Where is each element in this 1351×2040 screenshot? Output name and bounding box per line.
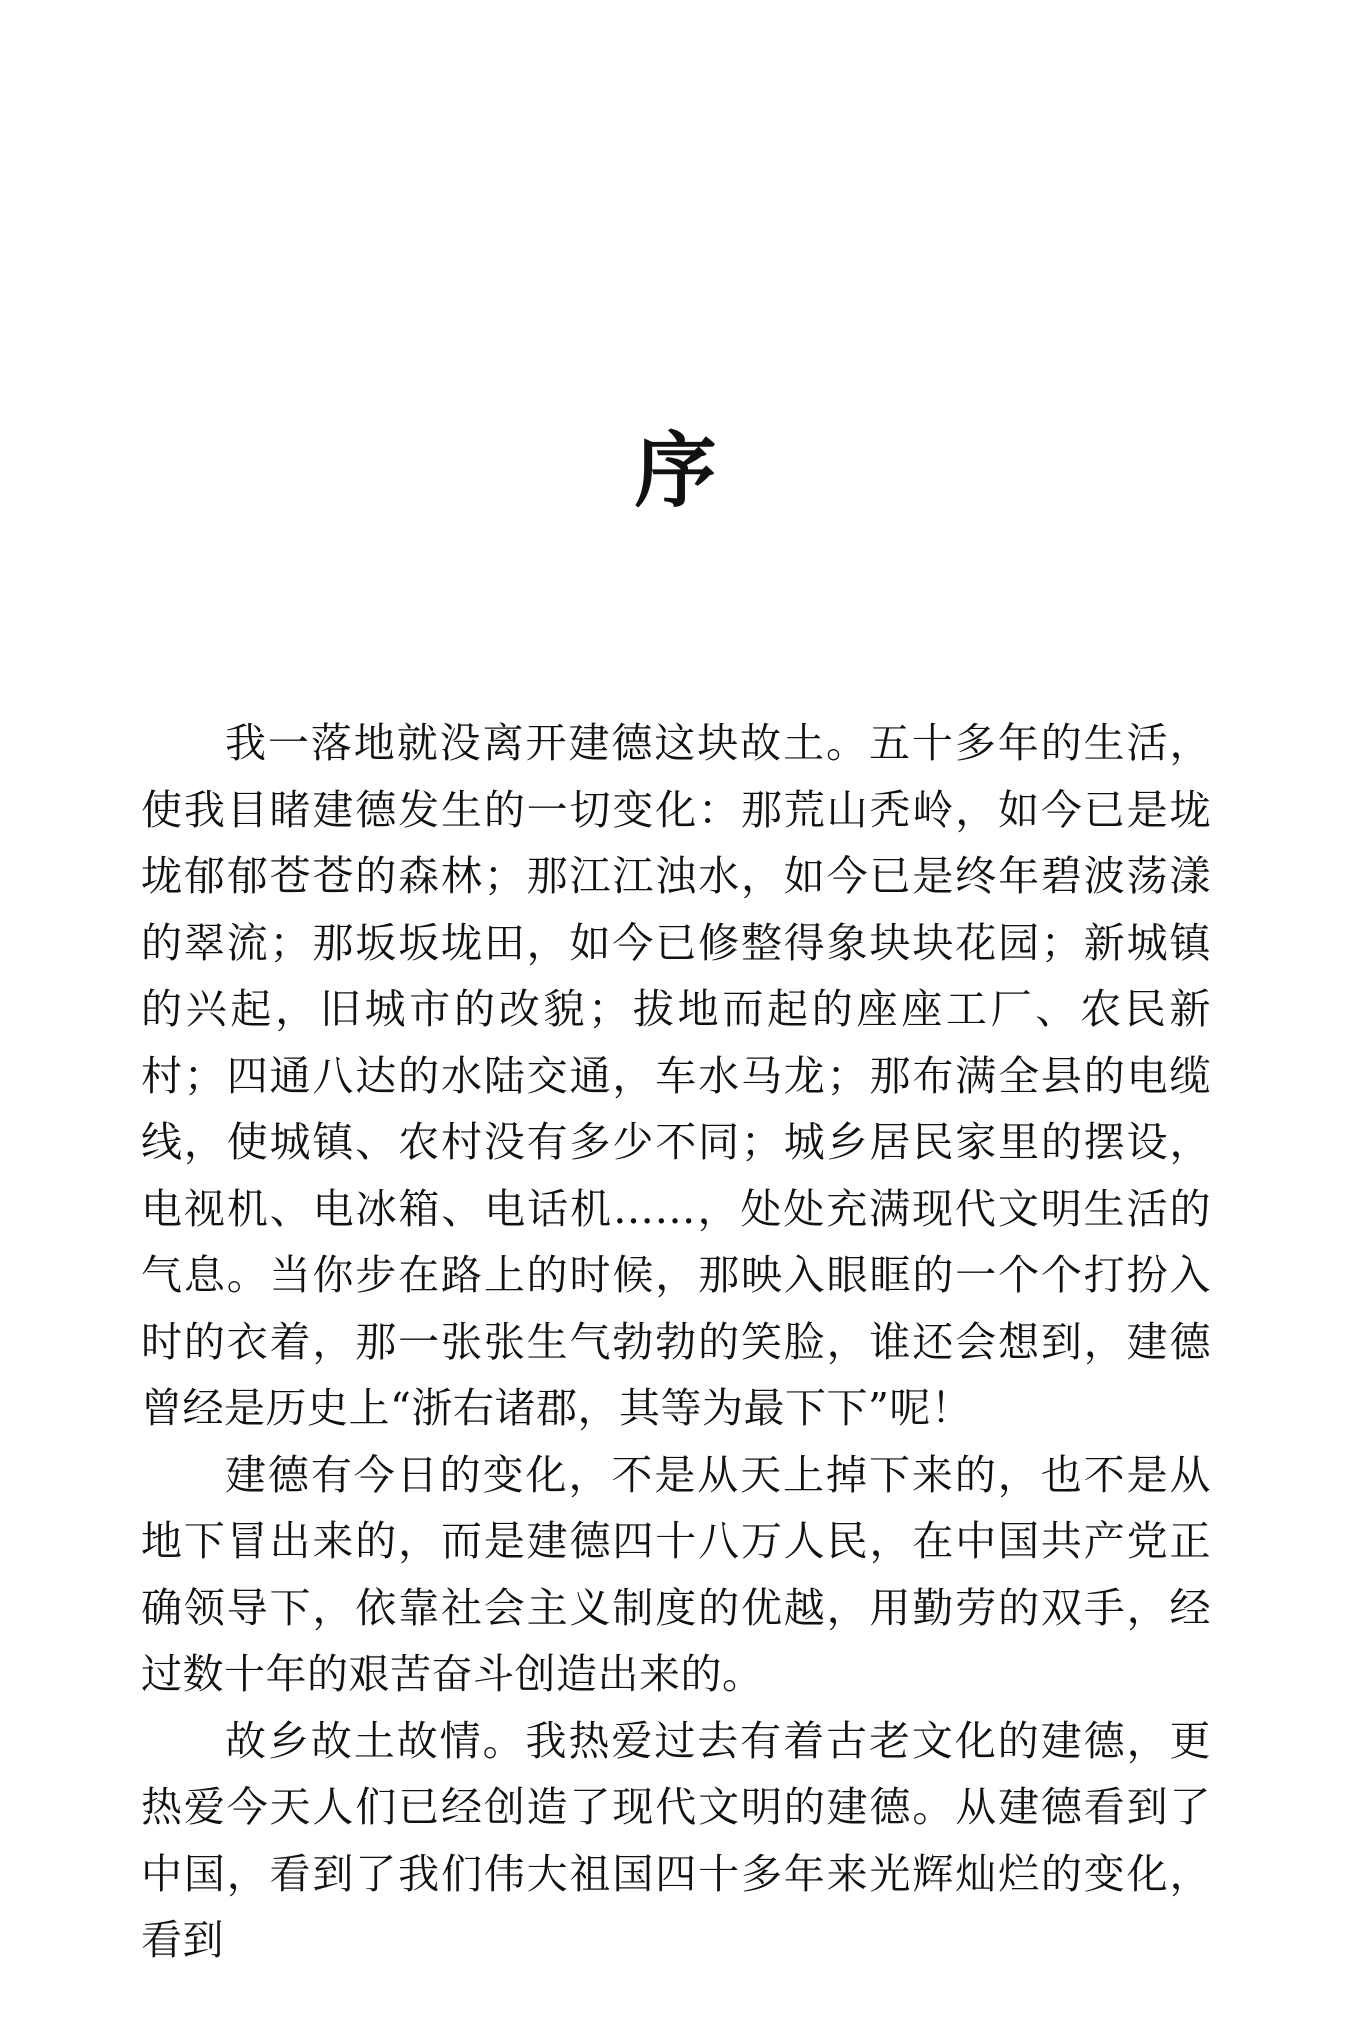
page-title: 序: [634, 423, 717, 519]
paragraph-1: 我一落地就没离开建德这块故土。五十多年的生活，使我目睹建德发生的一切变化：那荒山秃岭，如今已是垅垅郁郁苍苍的森林；那江江浊水，如今已是终年碧波荡漾的翠流；那坂坂垅田，如今已修整得象块块花园；新城镇的兴起，旧城市的改貌；拔地而起的座座工厂、农民新村；四通八达的水陆交通，车水马龙；那布满全县的电缆线，使城镇、农村没有多少不同；城乡居民家里的摆设，电视机、电冰箱、电话机……，处处充满现代文明生活的气息。当你步在路上的时候，那映入眼眶的一个个打扮入时的衣着，那一张张生气勃勃的笑脸，谁还会想到，建德曾经是历史上“浙右诸郡，其等为最下下”呢！: [141, 719, 1211, 1432]
paragraph-2: 建德有今日的变化，不是从天上掉下来的，也不是从地下冒出来的，而是建德四十八万人民，在中国共产党正确领导下，依靠社会主义制度的优越，用勤劳的双手，经过数十年的艰苦奋斗创造出来的。: [141, 1450, 1211, 1698]
paragraph-3: 故乡故土故情。我热爱过去有着古老文化的建德，更热爱今天人们已经创造了现代文明的建德。从建德看到了中国，看到了我们伟大祖国四十多年来光辉灿烂的变化，看到: [141, 1716, 1211, 1964]
preface-body: [141, 710, 1211, 1974]
